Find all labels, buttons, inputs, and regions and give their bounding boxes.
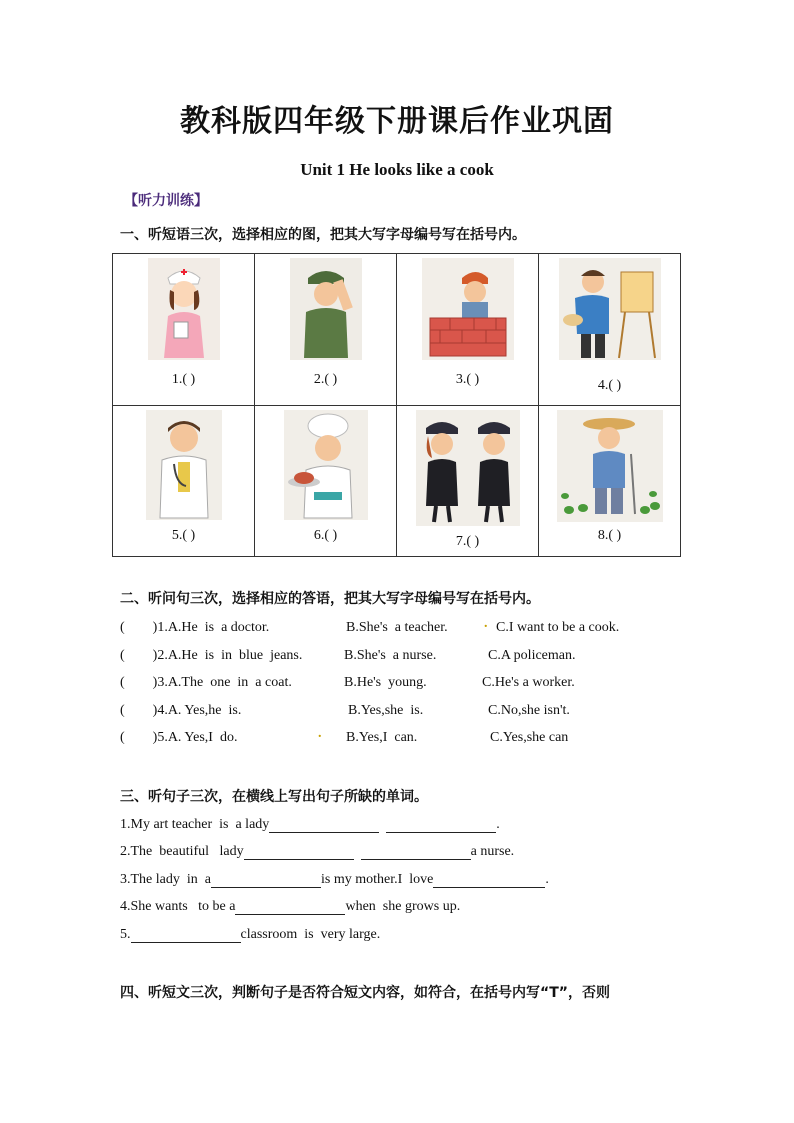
answer-slot-2: 2.( ) [313, 372, 338, 387]
picture-grid [112, 253, 681, 557]
section3-heading: 三、听句子三次，在横线上写出句子所缺的单词。 [120, 789, 428, 805]
answer-slot-7: 7.( ) [455, 533, 480, 549]
blank[interactable] [386, 818, 496, 833]
soldier-icon [290, 258, 362, 360]
blank[interactable] [269, 818, 379, 833]
answer-slot-8: 8.( ) [597, 527, 622, 543]
question-row-4: ( )4.A. Yes,he is. [120, 703, 242, 718]
painter-icon [559, 258, 661, 360]
farmer-icon [557, 410, 663, 522]
section4-heading: 四、听短文三次，判断句子是否符合短文内容，如符合，在括号内写“T”，否则 [120, 985, 610, 1001]
blank[interactable] [131, 928, 241, 943]
picture-cell-7 [397, 405, 539, 557]
option-c-2: C.A policeman. [488, 648, 576, 663]
stray-dot-2: . [318, 726, 322, 741]
page-title: 教科版四年级下册课后作业巩固 [180, 104, 614, 139]
answer-slot-4: 4.( ) [597, 378, 622, 393]
option-c-1: C.I want to be a cook. [496, 620, 620, 635]
option-b-2: B.She's a nurse. [344, 648, 437, 663]
unit-title: Unit 1 He looks like a cook [300, 160, 494, 179]
doctor-icon [146, 410, 222, 520]
option-b-4: B.Yes,she is. [348, 703, 424, 718]
question-row-2: ( )2.A.He is in blue jeans. [120, 648, 303, 663]
picture-cell-4 [539, 254, 681, 406]
picture-cell-5 [113, 405, 255, 557]
option-c-3: C.He's a worker. [482, 675, 575, 690]
picture-cell-1 [113, 254, 255, 406]
question-row-5: ( )5.A. Yes,I do. [120, 730, 238, 745]
option-b-1: B.She's a teacher. [346, 620, 448, 635]
fill-line-4: 4.She wants to be a when she grows up. [120, 899, 461, 914]
section2-heading: 二、听问句三次，选择相应的答语，把其大写字母编号写在括号内。 [120, 591, 540, 607]
picture-cell-2 [255, 254, 397, 406]
fill-line-5: 5. classroom is very large. [120, 927, 381, 942]
cook-icon [284, 410, 368, 520]
picture-cell-8 [539, 405, 681, 557]
option-b-5: B.Yes,I can. [346, 730, 418, 745]
section1-heading: 一、听短语三次，选择相应的图，把其大写字母编号写在括号内。 [120, 227, 526, 243]
answer-slot-5: 5.( ) [171, 527, 196, 543]
section-tag: 【听力训练】 [124, 193, 208, 209]
stray-dot: . [484, 616, 488, 631]
question-row-1: ( )1.A.He is a doctor. [120, 620, 270, 635]
blank[interactable] [211, 873, 321, 888]
option-c-4: C.No,she isn't. [488, 703, 570, 718]
blank[interactable] [244, 845, 354, 860]
blank[interactable] [361, 845, 471, 860]
worker-icon [422, 258, 514, 360]
option-c-5: C.Yes,she can [490, 730, 569, 745]
nurse-icon [148, 258, 220, 360]
fill-line-3: 3.The lady in a is my mother.I love . [120, 872, 549, 887]
answer-slot-1: 1.( ) [171, 372, 196, 387]
blank[interactable] [235, 900, 345, 915]
answer-slot-3: 3.( ) [455, 372, 480, 387]
answer-slot-6: 6.( ) [313, 527, 338, 543]
option-b-3: B.He's young. [344, 675, 427, 690]
picture-cell-6 [255, 405, 397, 557]
fill-line-2: 2.The beautiful lady a nurse. [120, 844, 515, 859]
question-row-3: ( )3.A.The one in a coat. [120, 675, 292, 690]
picture-cell-3 [397, 254, 539, 406]
blank[interactable] [433, 873, 545, 888]
policewomen-icon [416, 410, 520, 526]
fill-line-1: 1.My art teacher is a lady . [120, 817, 500, 832]
